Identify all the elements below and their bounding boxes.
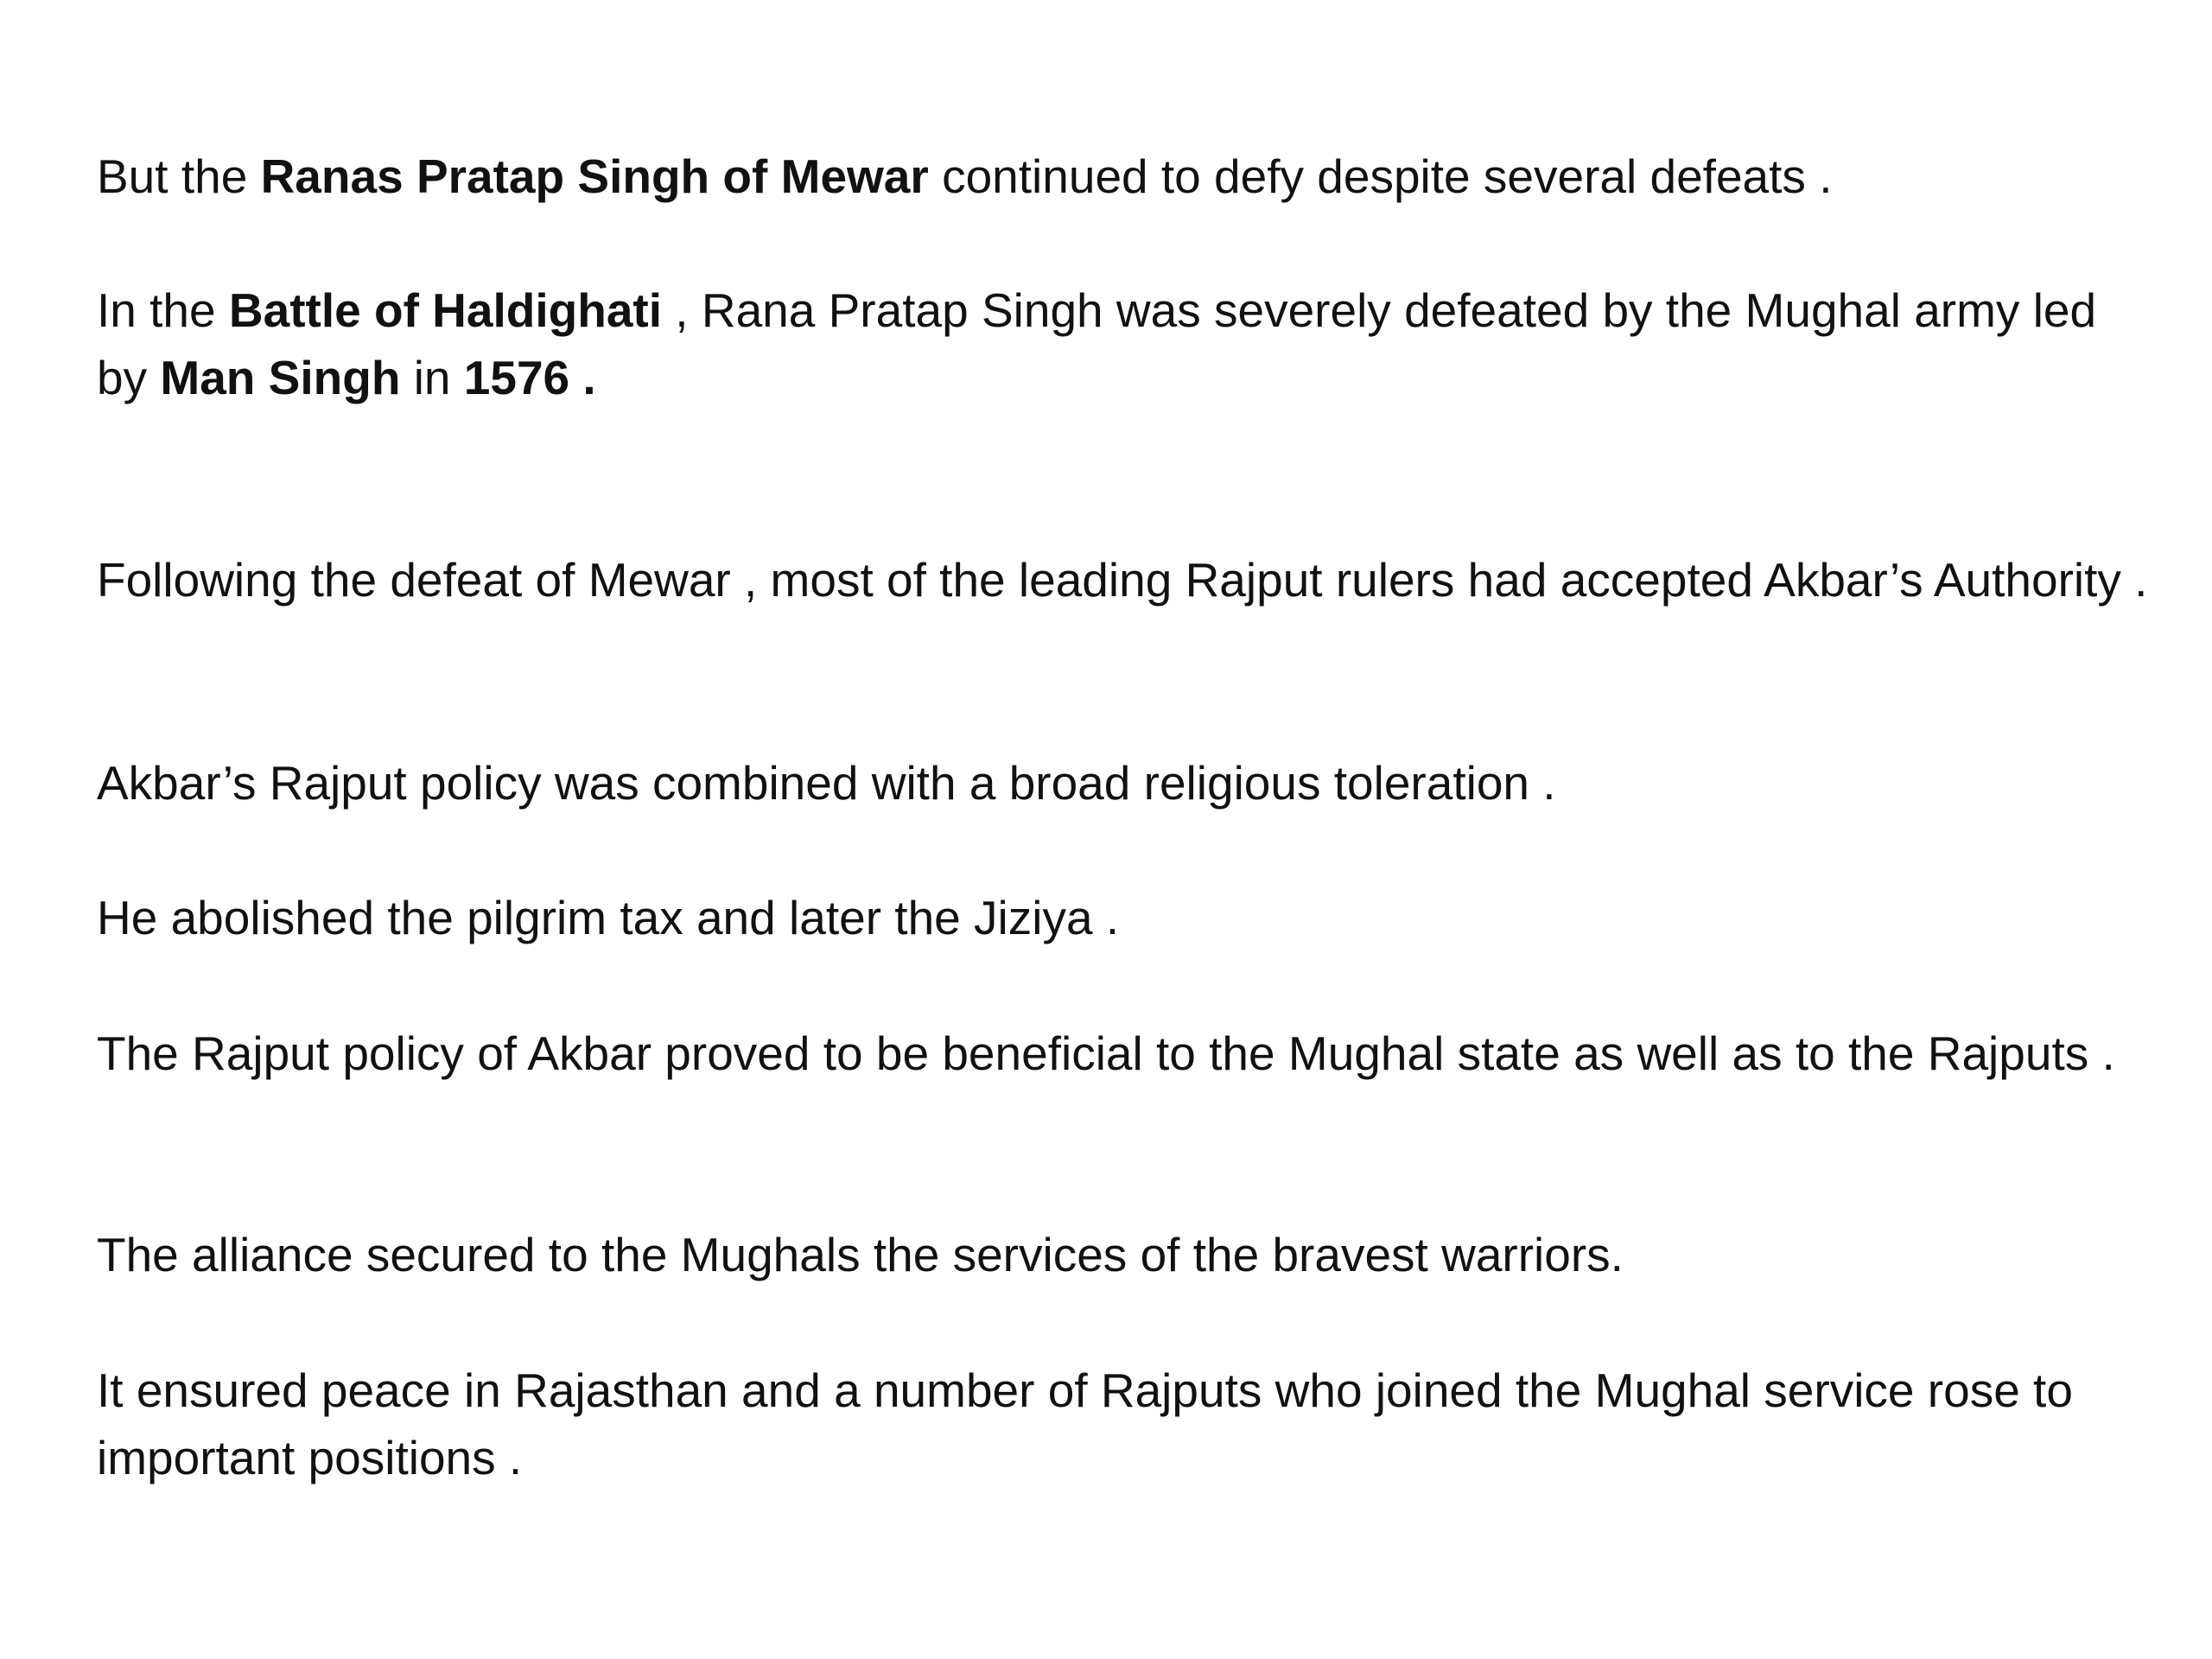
bold-text-segment: Man Singh — [160, 351, 401, 404]
text-segment: , Rana Pratap Singh was severely defeated by the Mughal army led by — [97, 283, 2097, 404]
bold-text-segment: Ranas Pratap Singh of Mewar — [260, 149, 929, 203]
paragraph-pilgrim-tax — [97, 884, 2153, 951]
text-segment: The alliance secured to the Mughals the services of the bravest warriors. — [97, 1228, 1624, 1281]
text-segment: Following the defeat of Mewar , most of the leading Rajput rulers had accepted Akbar’s Authority . — [97, 553, 2148, 607]
text-segment: continued to defy despite several defeats . — [928, 149, 1833, 203]
paragraph-rajput-policy-toleration — [97, 749, 2153, 817]
paragraph-alliance-warriors — [97, 1221, 2153, 1288]
bold-text-segment: 1576 . — [463, 351, 596, 404]
paragraph-peace-in-rajasthan — [97, 1357, 2153, 1491]
text-segment: Akbar’s Rajput policy was combined with a broad religious toleration . — [97, 756, 1556, 810]
text-segment: in — [400, 351, 464, 404]
text-segment: But the — [97, 149, 261, 203]
paragraph-defeat-of-mewar — [97, 546, 2153, 613]
paragraph-policy-beneficial — [97, 1020, 2153, 1087]
bold-text-segment: Battle of Haldighati — [228, 283, 663, 337]
text-segment: The Rajput policy of Akbar proved to be beneficial to the Mughal state as well as to the Rajputs . — [97, 1027, 2115, 1080]
text-segment: It ensured peace in Rajasthan and a number of Rajputs who joined the Mughal service rose to important positions . — [97, 1363, 2073, 1484]
text-segment: In the — [97, 283, 229, 337]
paragraph-ranas-pratap — [97, 143, 2153, 210]
paragraph-battle-of-haldighati — [97, 276, 2153, 411]
text-segment: He abolished the pilgrim tax and later the Jiziya . — [97, 891, 1120, 944]
